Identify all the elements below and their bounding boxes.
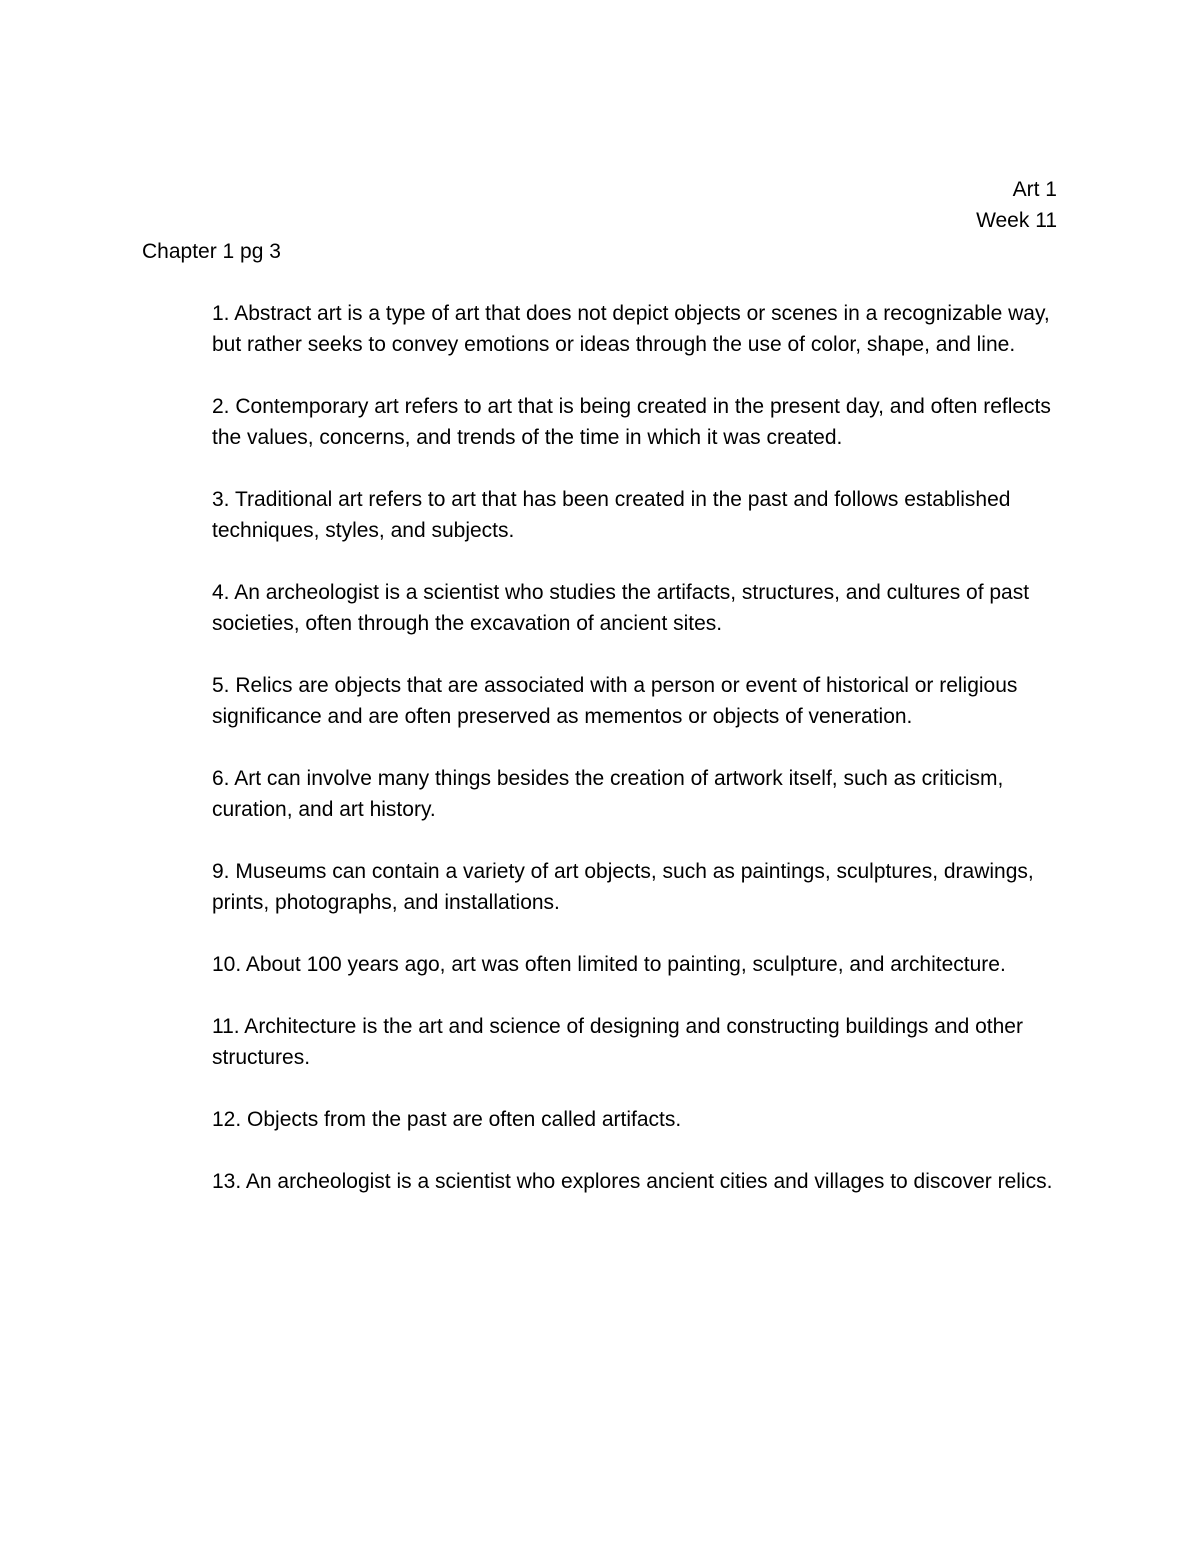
answer-item: 6. Art can involve many things besides the creation of artwork itself, such as criticism, curation, and art history. <box>212 767 1004 821</box>
answer-item: 4. An archeologist is a scientist who studies the artifacts, structures, and cultures of past societies, often through the excavation of ancient sites. <box>212 581 1030 635</box>
chapter-heading: Chapter 1 pg 3 <box>142 240 281 263</box>
answer-item: 9. Museums can contain a variety of art objects, such as paintings, sculptures, drawings, prints, photographs, and installations. <box>212 860 1034 914</box>
week-label: Week 11 <box>976 209 1057 232</box>
answer-item: 12. Objects from the past are often called artifacts. <box>212 1108 682 1131</box>
answer-item: 1. Abstract art is a type of art that does not depict objects or scenes in a recognizable way, but rather seeks to convey emotions or ideas through the use of color, shape, and line. <box>212 302 1050 356</box>
answer-item: 10. About 100 years ago, art was often limited to painting, sculpture, and architecture. <box>212 953 1006 976</box>
answer-item: 13. An archeologist is a scientist who explores ancient cities and villages to discover relics. <box>212 1170 1053 1193</box>
answer-item: 2. Contemporary art refers to art that is being created in the present day, and often reflects the values, concerns, and trends of the time in which it was created. <box>212 395 1051 449</box>
answer-item: 3. Traditional art refers to art that has been created in the past and follows established techniques, styles, and subjects. <box>212 488 1011 542</box>
course-name: Art 1 <box>1012 178 1057 201</box>
answer-item: 5. Relics are objects that are associated with a person or event of historical or religious significance and are often preserved as mementos or objects of veneration. <box>212 674 1018 728</box>
answer-list <box>212 298 1062 1228</box>
document-header <box>976 174 1057 236</box>
answer-item: 11. Architecture is the art and science of designing and constructing buildings and other structures. <box>212 1015 1023 1069</box>
